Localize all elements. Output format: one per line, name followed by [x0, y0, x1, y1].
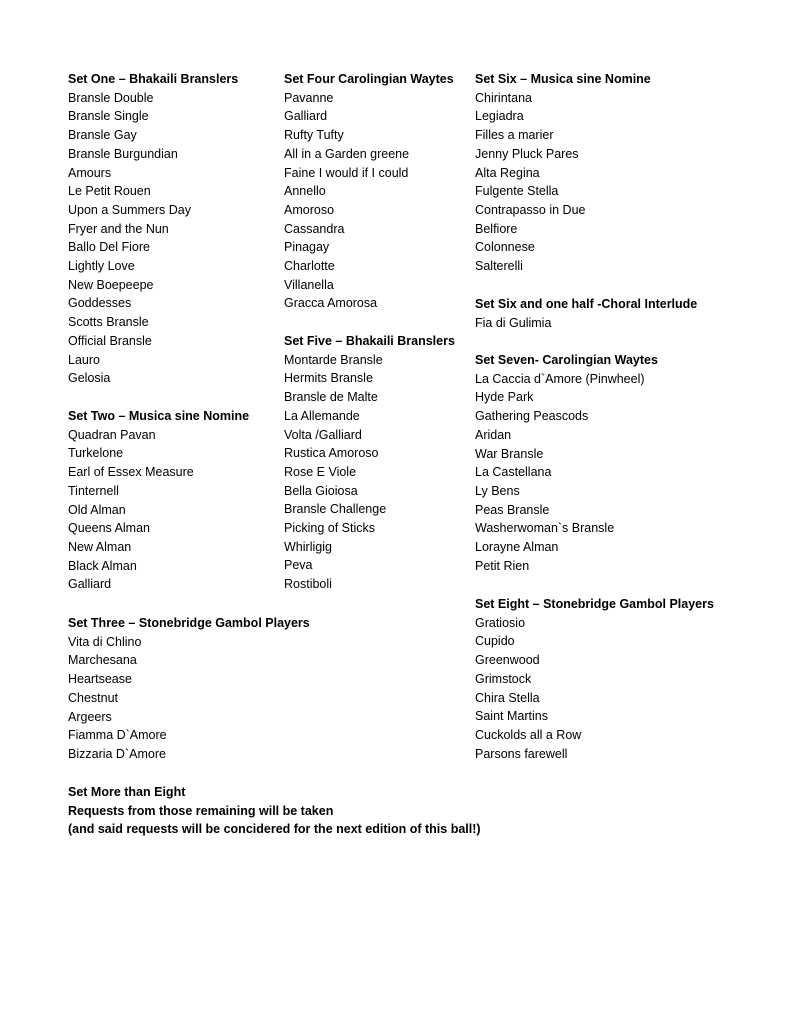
set-title-set3: Set Three – Stonebridge Gambol Players — [68, 616, 310, 630]
dance-item: Washerwoman`s Bransle — [475, 521, 615, 536]
dance-item: Vita di Chlino — [68, 634, 142, 649]
dance-item: Annello — [284, 184, 326, 199]
closing-line-2: (and said requests will be concidered for the next edition of this ball!) — [68, 822, 481, 836]
dance-item: Fulgente Stella — [475, 184, 559, 199]
dance-item: La Castellana — [475, 465, 552, 480]
dance-item: Saint Martins — [475, 709, 548, 724]
dance-item: All in a Garden greene — [284, 146, 410, 161]
dance-item: Chirintana — [475, 90, 532, 105]
set-title-set7: Set Seven- Carolingian Waytes — [475, 353, 658, 367]
dance-item: Official Bransle — [68, 333, 152, 348]
dance-item: Cuckolds all a Row — [475, 727, 582, 742]
dance-item: Bransle Double — [68, 90, 154, 105]
dance-item: Lauro — [68, 352, 100, 367]
dance-item: Bransle Burgundian — [68, 146, 178, 161]
dance-item: Fryer and the Nun — [68, 221, 169, 236]
dance-item: Old Alman — [68, 502, 126, 517]
dance-item: Montarde Bransle — [284, 352, 383, 367]
dance-item: Ly Bens — [475, 483, 520, 498]
set-title-set5: Set Five – Bhakaili Branslers — [284, 334, 455, 348]
dance-item: New Boepeepe — [68, 277, 154, 292]
dance-item: Bransle de Malte — [284, 390, 378, 405]
dance-item: Heartsease — [68, 672, 132, 687]
dance-item: Marchesana — [68, 653, 137, 668]
closing-title: Set More than Eight — [68, 785, 186, 799]
dance-item: Chestnut — [68, 690, 119, 705]
dance-item: Bransle Single — [68, 109, 149, 124]
dance-item: Gelosia — [68, 371, 111, 386]
dance-item: Cassandra — [284, 221, 345, 236]
dance-item: Villanella — [284, 277, 334, 292]
dance-item: Picking of Sticks — [284, 521, 376, 535]
dance-item: Hermits Bransle — [284, 371, 373, 386]
dance-item: Gathering Peascods — [475, 409, 589, 424]
dance-item: Pinagay — [284, 240, 330, 255]
dance-item: Alta Regina — [475, 165, 540, 180]
dance-item: Rostiboli — [284, 577, 332, 592]
set-title-set2: Set Two – Musica sine Nomine — [68, 409, 250, 423]
dance-item: Lightly Love — [68, 259, 135, 273]
dance-item: Tinternell — [68, 483, 119, 498]
dance-item: Bransle Gay — [68, 128, 137, 143]
dance-item: Faine I would if I could — [284, 165, 409, 180]
dance-item: Grimstock — [475, 671, 532, 686]
dance-item: Queens Alman — [68, 521, 150, 536]
dance-item: Quadran Pavan — [68, 427, 156, 442]
dance-item: Bransle Challenge — [284, 502, 387, 517]
dance-item: Fia di Gulimia — [475, 315, 552, 330]
dance-item: Volta /Galliard — [284, 427, 362, 442]
set-title-set6half: Set Six and one half -Choral Interlude — [475, 297, 698, 311]
dance-item: Peas Bransle — [475, 502, 550, 517]
dance-item: Le Petit Rouen — [68, 184, 151, 199]
dance-item: War Bransle — [475, 446, 544, 461]
dance-item: La Allemande — [284, 408, 360, 423]
dance-item: New Alman — [68, 539, 132, 554]
dance-item: Galliard — [68, 577, 112, 592]
dance-item: Turkelone — [68, 446, 124, 461]
dance-item: Jenny Pluck Pares — [475, 146, 579, 161]
dance-item: Contrapasso in Due — [475, 202, 586, 217]
dance-item: Scotts Bransle — [68, 315, 149, 330]
dance-item: Black Alman — [68, 558, 137, 573]
dance-item: Whirligig — [284, 539, 332, 554]
dance-item: Peva — [284, 558, 313, 573]
dance-item: Rose E Viole — [284, 464, 357, 479]
set-title-set4: Set Four Carolingian Waytes — [284, 72, 454, 86]
dance-item: Cupido — [475, 634, 515, 649]
closing-line-1: Requests from those remaining will be taken — [68, 804, 334, 818]
set-title-set1: Set One – Bhakaili Branslers — [68, 72, 239, 86]
dance-item: Salterelli — [475, 259, 523, 273]
dance-item: Argeers — [68, 709, 112, 724]
dance-item: Earl of Essex Measure — [68, 465, 194, 480]
dance-item: Parsons farewell — [475, 746, 568, 761]
set-title-set8: Set Eight – Stonebridge Gambol Players — [475, 597, 714, 611]
dance-item: Petit Rien — [475, 558, 530, 573]
dance-item: Gratiosio — [475, 615, 526, 630]
dance-item: Goddesses — [68, 296, 132, 311]
dance-item: La Caccia d`Amore (Pinwheel) — [475, 371, 645, 386]
dance-item: Pavanne — [284, 90, 334, 105]
dance-item: Amours — [68, 165, 112, 180]
dance-item: Ballo Del Fiore — [68, 240, 150, 255]
dance-item: Colonnese — [475, 240, 535, 255]
dance-item: Fiamma D`Amore — [68, 728, 167, 743]
dance-item: Galliard — [284, 109, 328, 124]
dance-item: Filles a marier — [475, 128, 554, 143]
dance-item: Bella Gioiosa — [284, 483, 358, 498]
dance-item: Greenwood — [475, 653, 540, 668]
dance-item: Amoroso — [284, 202, 335, 217]
set-title-set6: Set Six – Musica sine Nomine — [475, 72, 651, 86]
dance-item: Aridan — [475, 427, 512, 442]
dance-item: Legiadra — [475, 109, 524, 124]
dance-item: Rustica Amoroso — [284, 446, 379, 461]
dance-item: Lorayne Alman — [475, 540, 559, 554]
dance-item: Charlotte — [284, 259, 335, 273]
dance-item: Belfiore — [475, 221, 518, 236]
dance-item: Chira Stella — [475, 690, 540, 705]
dance-item: Gracca Amorosa — [284, 296, 378, 311]
dance-item: Rufty Tufty — [284, 128, 344, 143]
dance-item: Upon a Summers Day — [68, 202, 191, 217]
dance-item: Bizzaria D`Amore — [68, 746, 166, 761]
dance-item: Hyde Park — [475, 390, 534, 405]
